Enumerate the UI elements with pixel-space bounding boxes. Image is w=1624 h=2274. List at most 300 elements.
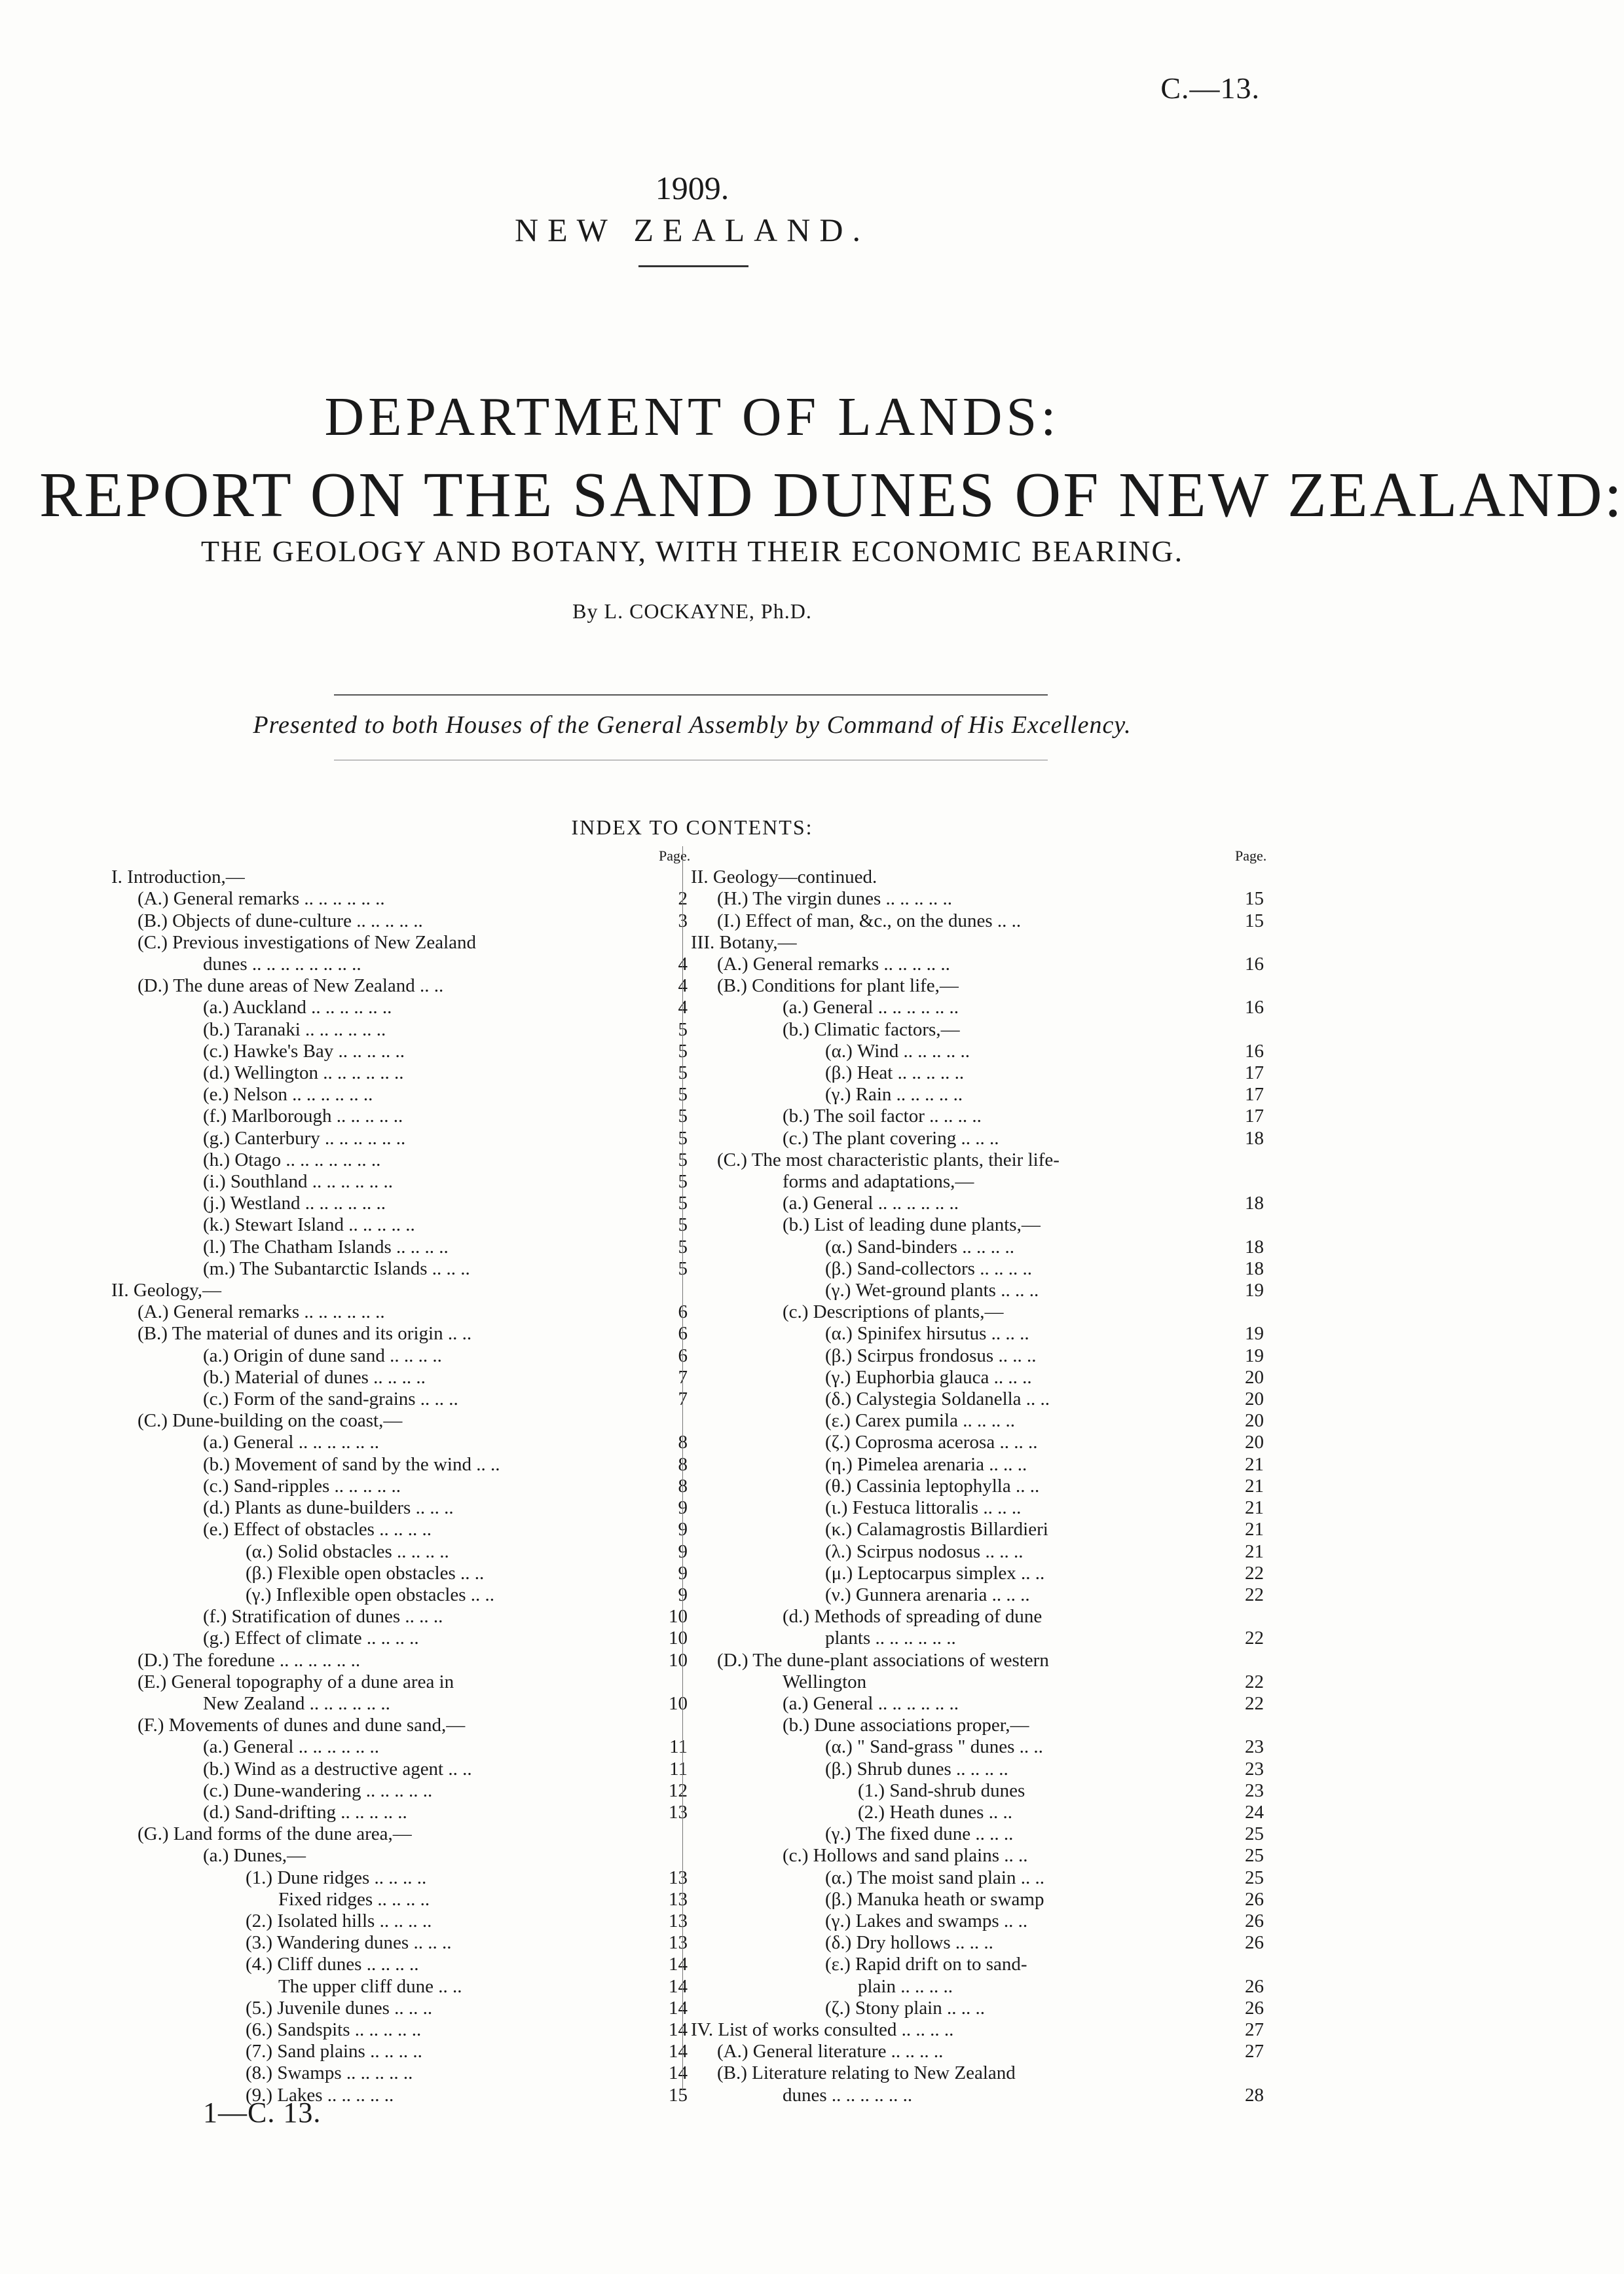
- index-entry-text: (A.) General literature .. .. .. ..: [717, 2041, 944, 2062]
- index-entry-text: (a.) General .. .. .. .. .. ..: [783, 1193, 959, 1214]
- index-entry-text: (d.) Wellington .. .. .. .. .. ..: [203, 1062, 404, 1084]
- index-entry: [691, 1128, 1264, 1149]
- index-entry-page: 8: [678, 1432, 688, 1453]
- index-entry: [691, 1237, 1264, 1258]
- index-entry: [691, 1563, 1264, 1584]
- index-entry-text: (1.) Sand-shrub dunes: [858, 1780, 1025, 1801]
- index-entry-page: 21: [1245, 1453, 1264, 1475]
- index-entry-text: (B.) Literature relating to New Zealand: [717, 2062, 1016, 2084]
- index-entry-text: I. Introduction,—: [111, 867, 245, 888]
- index-entry: [691, 1954, 1264, 1975]
- index-entry: [111, 1911, 688, 1932]
- index-entry-text: (b.) The soil factor .. .. .. ..: [783, 1106, 982, 1127]
- index-entry-text: (h.) Otago .. .. .. .. .. .. ..: [203, 1149, 381, 1170]
- index-entry: [111, 1759, 688, 1780]
- index-entry-page: 5: [678, 1214, 688, 1236]
- index-entry: [691, 1867, 1264, 1889]
- index-entry-page: 26: [1245, 1975, 1264, 1997]
- index-entry-page: 9: [678, 1584, 688, 1605]
- index-entry: [691, 2019, 1264, 2041]
- index-entry: [111, 997, 688, 1018]
- index-entry: [111, 975, 688, 997]
- index-entry: [691, 1519, 1264, 1540]
- index-entry: [691, 1084, 1264, 1106]
- index-entry-text: (C.) Previous investigations of New Zealand: [138, 931, 477, 953]
- index-entry-text: (1.) Dune ridges .. .. .. ..: [246, 1867, 427, 1888]
- index-entry-page: 17: [1245, 1084, 1264, 1106]
- index-entry-text: (ζ.) Coprosma acerosa .. .. ..: [825, 1432, 1038, 1453]
- index-entry: [691, 1736, 1264, 1758]
- index-entry: [691, 1193, 1264, 1214]
- index-entry-text: (c.) Sand-ripples .. .. .. .. ..: [203, 1475, 401, 1497]
- index-entry: [691, 997, 1264, 1018]
- index-entry-page: 5: [678, 1084, 688, 1106]
- index-entry: [111, 1519, 688, 1540]
- index-left-column: [111, 845, 691, 2106]
- short-rule: [638, 265, 748, 267]
- index-entry-page: 20: [1245, 1366, 1264, 1388]
- index-entry-page: 17: [1245, 1106, 1264, 1127]
- index-entry-page: 25: [1245, 1867, 1264, 1888]
- index-entry-page: 4: [678, 954, 688, 975]
- index-entry: [111, 1671, 688, 1693]
- index-entry: [111, 1345, 688, 1367]
- index-entry-text: (C.) The most characteristic plants, their life-: [717, 1149, 1060, 1170]
- index-entry-page: 13: [669, 1932, 688, 1954]
- index-entry-text: (E.) General topography of a dune area in: [138, 1671, 454, 1692]
- index-entry-page: 27: [1245, 2041, 1264, 2062]
- index-entry-text: (γ.) Euphorbia glauca .. .. ..: [825, 1366, 1032, 1388]
- index-entry-text: (c.) Dune-wandering .. .. .. .. ..: [203, 1780, 433, 1801]
- index-entry: [111, 932, 688, 954]
- index-entry-text: (η.) Pimelea arenaria .. .. ..: [825, 1453, 1027, 1475]
- index-entry: [691, 1845, 1264, 1867]
- index-entry-page: 5: [678, 1193, 688, 1214]
- index-entry-text: (A.) General remarks .. .. .. .. .. ..: [138, 1301, 385, 1323]
- index-entry: [691, 1976, 1264, 1998]
- index-entry-page: 21: [1245, 1497, 1264, 1519]
- index-entry: [111, 1802, 688, 1823]
- index-entry: [691, 1280, 1264, 1301]
- index-entry-text: III. Botany,—: [691, 931, 797, 953]
- index-entry-page: 25: [1245, 1845, 1264, 1867]
- index-entry-text: (3.) Wandering dunes .. .. ..: [246, 1932, 452, 1954]
- left-entries: [111, 867, 688, 2106]
- index-entry-text: (b.) Material of dunes .. .. .. ..: [203, 1366, 426, 1388]
- index-entry-text: (e.) Effect of obstacles .. .. .. ..: [203, 1519, 432, 1540]
- index-entry-page: 9: [678, 1519, 688, 1540]
- index-entry-text: (b.) Movement of sand by the wind .. ..: [203, 1453, 500, 1475]
- index-entry-text: (γ.) The fixed dune .. .. ..: [825, 1823, 1014, 1845]
- index-entry-text: (d.) Plants as dune-builders .. .. ..: [203, 1497, 454, 1519]
- index-entry: [691, 1606, 1264, 1628]
- index-entry-page: 20: [1245, 1410, 1264, 1432]
- index-entry-text: (γ.) Inflexible open obstacles .. ..: [246, 1584, 495, 1605]
- index-entry: [691, 1019, 1264, 1041]
- index-entry-page: 8: [678, 1475, 688, 1497]
- index-entry: [111, 1628, 688, 1649]
- index-entry: [691, 1715, 1264, 1736]
- index-entry-page: 19: [1245, 1280, 1264, 1301]
- index-entry-text: (l.) The Chatham Islands .. .. .. ..: [203, 1236, 449, 1258]
- index-entry-page: 23: [1245, 1758, 1264, 1780]
- index-entry-text: (c.) Descriptions of plants,—: [783, 1301, 1004, 1323]
- index-entry: [111, 1497, 688, 1519]
- index-entry-text: (i.) Southland .. .. .. .. .. ..: [203, 1171, 393, 1193]
- index-title: INDEX TO CONTENTS:: [571, 815, 813, 839]
- index-entry-page: 2: [678, 888, 688, 910]
- index-entry-text: (C.) Dune-building on the coast,—: [138, 1410, 403, 1432]
- index-entry: [691, 1389, 1264, 1410]
- index-entry-text: (c.) Form of the sand-grains .. .. ..: [203, 1389, 458, 1410]
- page-column-header: [691, 845, 1267, 867]
- index-entry-text: II. Geology,—: [111, 1280, 222, 1301]
- index-entry: [111, 1258, 688, 1280]
- index-entry-page: 18: [1245, 1236, 1264, 1258]
- index-entry: [691, 975, 1264, 997]
- index-entry: [111, 1541, 688, 1563]
- index-entry-text: (6.) Sandspits .. .. .. .. ..: [246, 2019, 422, 2040]
- index-entry-page: 21: [1245, 1540, 1264, 1562]
- index-entry-page: 23: [1245, 1780, 1264, 1801]
- index-entry: [111, 1889, 688, 1911]
- index-entry-text: (δ.) Calystegia Soldanella .. ..: [825, 1389, 1050, 1410]
- index-entry: [111, 1301, 688, 1323]
- index-entry: [111, 1410, 688, 1432]
- index-entry-text: II. Geology—continued.: [691, 867, 877, 888]
- index-entry: [111, 1432, 688, 1453]
- index-entry: [691, 1454, 1264, 1476]
- index-entry: [691, 1062, 1264, 1084]
- index-entry-page: 21: [1245, 1519, 1264, 1540]
- index-entry: [691, 1541, 1264, 1563]
- report-title: REPORT ON THE SAND DUNES OF NEW ZEALAND:: [39, 460, 1624, 531]
- index-entry-text: (F.) Movements of dunes and dune sand,—: [138, 1715, 466, 1736]
- document-reference: C.—13.: [1160, 71, 1260, 105]
- index-entry-page: 19: [1245, 1345, 1264, 1366]
- index-entry-text: (g.) Canterbury .. .. .. .. .. ..: [203, 1127, 406, 1149]
- index-entry: [691, 1932, 1264, 1954]
- index-entry: [111, 1650, 688, 1671]
- column-divider: [682, 846, 683, 2091]
- index-entry-page: 26: [1245, 1932, 1264, 1954]
- index-entry-text: (9.) Lakes .. .. .. .. ..: [246, 2084, 394, 2106]
- index-entry-text: (γ.) Rain .. .. .. .. ..: [825, 1084, 963, 1106]
- index-entry-page: 18: [1245, 1193, 1264, 1214]
- index-entry-page: 21: [1245, 1475, 1264, 1497]
- index-entry: [691, 1345, 1264, 1367]
- index-entry-page: 6: [678, 1323, 688, 1345]
- index-entry: [691, 1998, 1264, 2019]
- right-entries: [691, 867, 1264, 2106]
- index-entry-text: (α.) " Sand-grass " dunes .. ..: [825, 1736, 1043, 1758]
- index-entry: [111, 1715, 688, 1736]
- index-entry-text: forms and adaptations,—: [783, 1171, 974, 1193]
- index-entry-page: 9: [678, 1497, 688, 1519]
- index-entry-page: 5: [678, 1127, 688, 1149]
- index-entry: [691, 1367, 1264, 1389]
- index-entry: [691, 954, 1264, 975]
- index-entry-text: (δ.) Dry hollows .. .. ..: [825, 1932, 993, 1954]
- index-entry-text: (β.) Heat .. .. .. .. ..: [825, 1062, 965, 1084]
- index-entry: [111, 1954, 688, 1975]
- index-entry-text: dunes .. .. .. .. .. ..: [783, 2084, 913, 2106]
- index-entry-page: 8: [678, 1453, 688, 1475]
- index-entry-page: 15: [1245, 910, 1264, 931]
- index-entry-page: 13: [669, 1888, 688, 1910]
- index-entry: [111, 2062, 688, 2084]
- index-entry-text: (α.) Spinifex hirsutus .. .. ..: [825, 1323, 1029, 1345]
- index-entry: [111, 2019, 688, 2041]
- index-entry: [111, 1062, 688, 1084]
- index-entry-page: 4: [678, 997, 688, 1018]
- index-entry-text: (a.) Auckland .. .. .. .. .. ..: [203, 997, 392, 1018]
- index-entry: [691, 1911, 1264, 1932]
- index-entry: [111, 1171, 688, 1193]
- index-entry: [691, 1889, 1264, 1911]
- index-entry: [111, 1845, 688, 1867]
- index-entry-page: 5: [678, 1018, 688, 1040]
- index-entry: [111, 2085, 688, 2106]
- index-entry-page: 5: [678, 1149, 688, 1170]
- index-entry-text: (β.) Sand-collectors .. .. .. ..: [825, 1258, 1032, 1279]
- index-entry-page: 14: [669, 1954, 688, 1975]
- index-entry-text: (e.) Nelson .. .. .. .. .. ..: [203, 1084, 373, 1106]
- index-entry-page: 10: [669, 1628, 688, 1649]
- index-entry: [111, 2041, 688, 2062]
- index-entry-page: 10: [669, 1692, 688, 1714]
- index-entry: [111, 1867, 688, 1889]
- index-entry: [111, 1084, 688, 1106]
- index-entry-text: (c.) The plant covering .. .. ..: [783, 1127, 999, 1149]
- index-entry: [111, 954, 688, 975]
- index-entry: [111, 1976, 688, 1998]
- index-entry: [111, 1280, 688, 1301]
- index-entry-text: (G.) Land forms of the dune area,—: [138, 1823, 412, 1845]
- index-entry-page: 15: [669, 2084, 688, 2106]
- index-entry-text: (ε.) Rapid drift on to sand-: [825, 1954, 1027, 1975]
- index-entry: [691, 1759, 1264, 1780]
- index-entry-page: 14: [669, 2062, 688, 2084]
- index-entry-text: (γ.) Wet-ground plants .. .. ..: [825, 1280, 1039, 1301]
- index-entry-text: (b.) Wind as a destructive agent .. ..: [203, 1758, 472, 1780]
- index-entry-text: (α.) Wind .. .. .. .. ..: [825, 1040, 970, 1062]
- index-entry-page: 9: [678, 1540, 688, 1562]
- index-entry: [111, 1106, 688, 1127]
- index-entry-text: (A.) General remarks .. .. .. .. .. ..: [138, 888, 385, 910]
- index-entry-page: 22: [1245, 1671, 1264, 1692]
- index-entry-text: (m.) The Subantarctic Islands .. .. ..: [203, 1258, 470, 1279]
- index-entry-text: (B.) The material of dunes and its origin .. ..: [138, 1323, 472, 1345]
- index-entry: [691, 1823, 1264, 1845]
- index-entry-text: Wellington: [783, 1671, 867, 1692]
- country-heading: NEW ZEALAND.: [515, 212, 870, 248]
- index-entry: [111, 1823, 688, 1845]
- index-entry-text: (ν.) Gunnera arenaria .. .. ..: [825, 1584, 1030, 1605]
- index-entry-text: (2.) Isolated hills .. .. .. ..: [246, 1910, 432, 1931]
- index-entry: [111, 1563, 688, 1584]
- index-entry-page: 22: [1245, 1584, 1264, 1605]
- index-entry-text: (2.) Heath dunes .. ..: [858, 1801, 1012, 1823]
- index-entry-page: 7: [678, 1366, 688, 1388]
- index-entry-text: (f.) Marlborough .. .. .. .. ..: [203, 1106, 403, 1127]
- sheet-number: 1—C. 13.: [203, 2097, 322, 2129]
- index-entry-text: (β.) Scirpus frondosus .. .. ..: [825, 1345, 1037, 1366]
- index-entry-page: 26: [1245, 1910, 1264, 1931]
- index-entry-page: 20: [1245, 1432, 1264, 1453]
- index-entry-text: (4.) Cliff dunes .. .. .. ..: [246, 1954, 419, 1975]
- index-entry: [691, 932, 1264, 954]
- index-entry: [691, 1671, 1264, 1693]
- index-entry-text: plain .. .. .. ..: [858, 1975, 953, 1997]
- index-entry: [691, 1584, 1264, 1606]
- index-entry-text: (a.) Dunes,—: [203, 1845, 306, 1867]
- index-entry: [111, 867, 688, 888]
- index-entry: [691, 2062, 1264, 2084]
- index-entry-text: (ζ.) Stony plain .. .. ..: [825, 1997, 985, 2019]
- index-entry-text: (I.) Effect of man, &c., on the dunes .. ..: [717, 910, 1022, 931]
- index-entry: [111, 1149, 688, 1171]
- index-entry-page: 22: [1245, 1628, 1264, 1649]
- index-entry-page: 11: [669, 1736, 688, 1758]
- index-entry-page: 5: [678, 1258, 688, 1279]
- index-entry-text: (κ.) Calamagrostis Billardieri: [825, 1519, 1048, 1540]
- index-entry-text: (a.) General .. .. .. .. .. ..: [203, 1432, 379, 1453]
- index-entry: [111, 888, 688, 910]
- index-entry-text: (b.) Taranaki .. .. .. .. .. ..: [203, 1018, 386, 1040]
- index-entry-text: (d.) Methods of spreading of dune: [783, 1606, 1043, 1628]
- document-year: 1909.: [655, 170, 729, 206]
- index-entry-text: (γ.) Lakes and swamps .. ..: [825, 1910, 1028, 1931]
- index-entry-page: 17: [1245, 1062, 1264, 1084]
- index-entry: [691, 1650, 1264, 1671]
- index-entry-text: (θ.) Cassinia leptophylla .. ..: [825, 1475, 1040, 1497]
- index-entry-text: (a.) General .. .. .. .. .. ..: [783, 997, 959, 1018]
- index-entry: [111, 1454, 688, 1476]
- index-entry-text: (β.) Manuka heath or swamp: [825, 1888, 1044, 1910]
- index-entry: [691, 1106, 1264, 1127]
- index-entry-page: 7: [678, 1389, 688, 1410]
- page-label: Page.: [659, 848, 691, 864]
- author-line: By L. COCKAYNE, Ph.D.: [572, 599, 812, 623]
- index-entry-page: 6: [678, 1345, 688, 1366]
- index-entry: [691, 1497, 1264, 1519]
- index-entry-page: 5: [678, 1040, 688, 1062]
- index-entry: [691, 1214, 1264, 1236]
- index-entry-page: 5: [678, 1236, 688, 1258]
- index-entry: [111, 1367, 688, 1389]
- index-entry-text: (β.) Shrub dunes .. .. .. ..: [825, 1758, 1008, 1780]
- index-entry-page: 10: [669, 1606, 688, 1628]
- index-entry-text: (8.) Swamps .. .. .. .. ..: [246, 2062, 413, 2084]
- index-entry: [691, 1149, 1264, 1171]
- index-entry-page: 20: [1245, 1389, 1264, 1410]
- index-entry-page: 19: [1245, 1323, 1264, 1345]
- index-entry-text: (α.) The moist sand plain .. ..: [825, 1867, 1044, 1888]
- index-entry-page: 13: [669, 1867, 688, 1888]
- index-entry-page: 5: [678, 1171, 688, 1193]
- index-entry: [691, 1432, 1264, 1453]
- index-entry-page: 11: [669, 1758, 688, 1780]
- index-entry-page: 14: [669, 1975, 688, 1997]
- upper-rule: [334, 694, 1048, 696]
- index-entry-text: (a.) General .. .. .. .. .. ..: [783, 1692, 959, 1714]
- index-entry-text: (α.) Solid obstacles .. .. .. ..: [246, 1540, 449, 1562]
- index-entry: [691, 867, 1264, 888]
- index-entry: [111, 1736, 688, 1758]
- index-entry: [111, 910, 688, 932]
- index-entry: [691, 2085, 1264, 2106]
- index-entry-text: IV. List of works consulted .. .. .. ..: [691, 2019, 954, 2040]
- index-entry-text: (ι.) Festuca littoralis .. .. ..: [825, 1497, 1022, 1519]
- index-entry-text: (g.) Effect of climate .. .. .. ..: [203, 1628, 419, 1649]
- index-entry-text: The upper cliff dune .. ..: [278, 1975, 462, 1997]
- index-entry: [111, 1128, 688, 1149]
- index-entry-page: 15: [1245, 888, 1264, 910]
- index-entry-page: 16: [1245, 1040, 1264, 1062]
- index-entry: [691, 1171, 1264, 1193]
- index-entry: [691, 1693, 1264, 1715]
- index-entry-page: 18: [1245, 1258, 1264, 1279]
- page-column-header: [111, 845, 691, 867]
- index-right-column: [691, 845, 1267, 2106]
- index-entry: [691, 1476, 1264, 1497]
- index-entry-page: 5: [678, 1062, 688, 1084]
- index-entry-page: 14: [669, 2019, 688, 2040]
- index-entry: [111, 1237, 688, 1258]
- index-entry: [691, 888, 1264, 910]
- index-entry-page: 26: [1245, 1888, 1264, 1910]
- index-entry-text: (c.) Hawke's Bay .. .. .. .. ..: [203, 1040, 405, 1062]
- index-entry: [111, 1389, 688, 1410]
- index-entry-text: (D.) The dune areas of New Zealand .. ..: [138, 975, 444, 997]
- index-entry-page: 28: [1245, 2084, 1264, 2106]
- index-entry: [691, 1041, 1264, 1062]
- index-entry-text: New Zealand .. .. .. .. .. ..: [203, 1692, 390, 1714]
- index-entry: [111, 1019, 688, 1041]
- index-entry: [111, 1932, 688, 1954]
- index-entry-text: (j.) Westland .. .. .. .. .. ..: [203, 1193, 386, 1214]
- index-entry-page: 16: [1245, 954, 1264, 975]
- index-entry: [111, 1193, 688, 1214]
- index-entry-page: 24: [1245, 1801, 1264, 1823]
- index-entry-page: 22: [1245, 1562, 1264, 1584]
- index-entry-text: (a.) Origin of dune sand .. .. .. ..: [203, 1345, 442, 1366]
- index-entry-page: 14: [669, 2041, 688, 2062]
- index-entry: [691, 1628, 1264, 1649]
- index-entry-page: 10: [669, 1649, 688, 1671]
- index-entry-text: dunes .. .. .. .. .. .. .. ..: [203, 954, 361, 975]
- index-entry: [111, 1476, 688, 1497]
- index-entry-page: 13: [669, 1801, 688, 1823]
- index-entry: [111, 1998, 688, 2019]
- index-entry-text: (5.) Juvenile dunes .. .. ..: [246, 1997, 433, 2019]
- index-entry: [111, 1323, 688, 1345]
- index-entry-page: 6: [678, 1301, 688, 1323]
- index-entry-text: (b.) Dune associations proper,—: [783, 1715, 1029, 1736]
- index-entry-text: (a.) General .. .. .. .. .. ..: [203, 1736, 379, 1758]
- index-entry-text: (β.) Flexible open obstacles .. ..: [246, 1562, 485, 1584]
- page-label: Page.: [1235, 848, 1267, 864]
- index-entry-page: 14: [669, 1997, 688, 2019]
- index-entry-text: (b.) Climatic factors,—: [783, 1018, 960, 1040]
- index-entry-page: 13: [669, 1910, 688, 1931]
- index-entry-text: (A.) General remarks .. .. .. .. ..: [717, 954, 950, 975]
- report-subtitle: THE GEOLOGY AND BOTANY, WITH THEIR ECONOMIC BEARING.: [200, 534, 1184, 568]
- index-entry-text: (α.) Sand-binders .. .. .. ..: [825, 1236, 1015, 1258]
- index-entry: [691, 2041, 1264, 2062]
- index-entry-text: (k.) Stewart Island .. .. .. .. ..: [203, 1214, 415, 1236]
